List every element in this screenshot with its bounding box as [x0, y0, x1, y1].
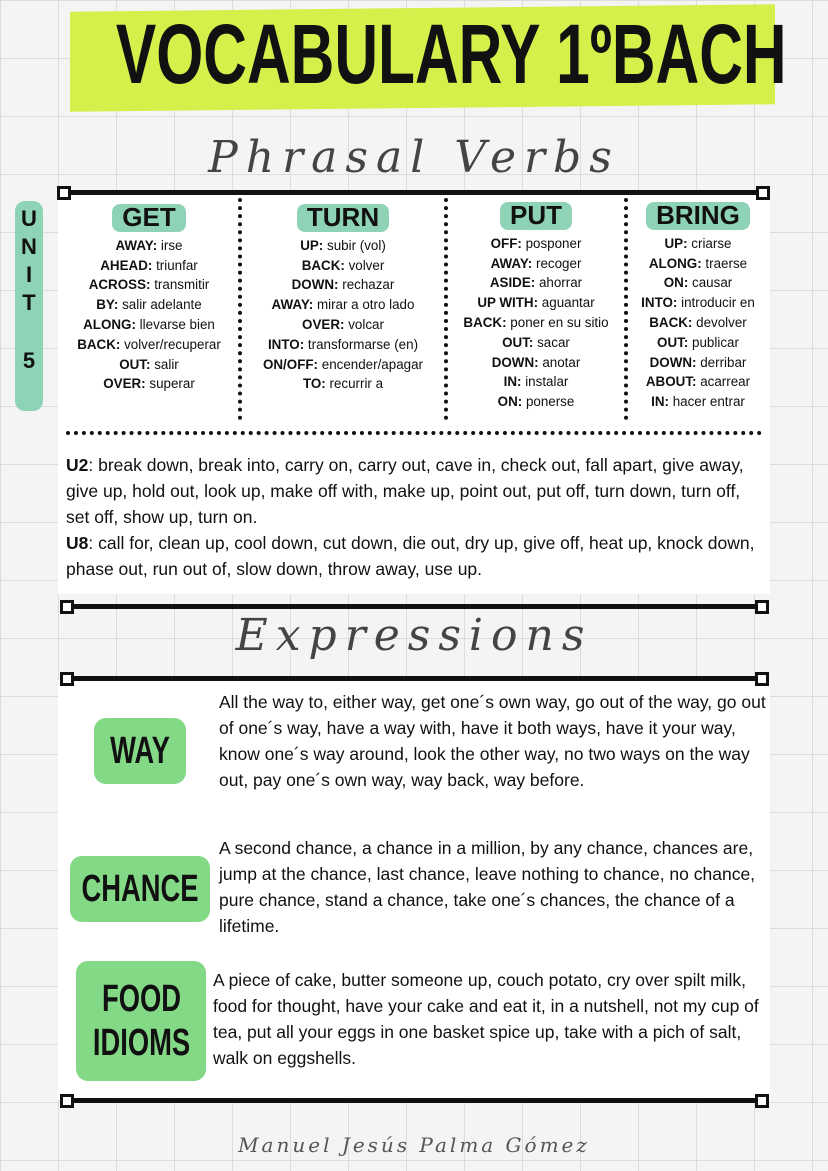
meaning: publicar [692, 334, 739, 350]
line-end [57, 186, 71, 200]
badge-label: CHANCE [81, 868, 199, 910]
meaning: triunfar [156, 257, 198, 273]
meaning: derribar [700, 354, 747, 370]
particle: IN: [651, 394, 669, 410]
phrasal-verb-item [58, 374, 240, 394]
unit-letter: I [25, 262, 33, 287]
phrasal-verb-item [58, 335, 240, 355]
phrasal-verb-item [446, 372, 626, 392]
phrasal-verb-item [240, 236, 446, 256]
phrasal-verb-item [626, 234, 770, 254]
phrasal-verb-item [446, 234, 626, 254]
meaning: transmitir [154, 277, 210, 293]
unit-text: : break down, break into, carry on, carry out, cave in, check out, fall apart, give away, give up, hold out, look up, make off with, make up, point out, put off, turn down, turn off, set off, show up, turn on. [66, 455, 744, 527]
verb-column-turn [240, 200, 446, 394]
phrasal-verb-item [626, 254, 770, 274]
meaning: aguantar [541, 295, 595, 311]
meaning: irse [160, 237, 183, 253]
phrasal-verb-item [626, 372, 770, 392]
meaning: criarse [691, 235, 732, 251]
unit-2-list [66, 452, 766, 530]
meaning: encender/apagar [321, 356, 424, 372]
meaning: volcar [348, 316, 384, 332]
verb-badge: GET [112, 204, 185, 232]
meaning: ponerse [525, 394, 575, 410]
meaning: introducir en [681, 295, 755, 311]
verb-badge: TURN [297, 204, 389, 232]
particle: ALONG: [83, 316, 136, 332]
phrasal-verb-item [626, 353, 770, 373]
column-divider [238, 198, 242, 420]
meaning: instalar [525, 374, 569, 390]
unit-label: U2 [66, 455, 89, 475]
particle: BACK: [301, 257, 345, 273]
verb-column-get [58, 200, 240, 394]
particle: BACK: [649, 314, 693, 330]
phrasal-verb-item [446, 254, 626, 274]
meaning: causar [692, 275, 733, 291]
particle: UP WITH: [477, 295, 539, 311]
phrasal-verb-item [626, 392, 770, 412]
column-divider [444, 198, 448, 420]
section-title-phrasal-verbs: Phrasal Verbs [208, 132, 620, 183]
line-end [60, 1094, 74, 1108]
phrasal-verb-item [446, 273, 626, 293]
phrasal-verb-item [58, 236, 240, 256]
verb-badge: BRING [646, 202, 750, 230]
expressions-chance: A second chance, a chance in a million, by any chance, chances are, jump at the chance, last chance, leave nothing to chance, no chance, pure chance, stand a chance, take one´s chances, the chance of a lifetime. [219, 838, 756, 936]
meaning: traerse [705, 255, 748, 271]
meaning: transformarse (en) [307, 336, 419, 352]
particle: UP: [300, 237, 324, 253]
particle: ALONG: [648, 255, 702, 271]
particle: ACROSS: [88, 277, 151, 293]
particle: BACK: [77, 336, 121, 352]
particle: ON/OFF: [262, 356, 319, 372]
phrasal-verb-item [240, 315, 446, 335]
unit-letter: N [21, 234, 37, 259]
particle: OVER: [103, 376, 146, 392]
meaning: anotar [542, 354, 581, 370]
phrasal-verb-item [240, 275, 446, 295]
particle: AWAY: [490, 255, 533, 271]
phrasal-verb-item [446, 313, 626, 333]
phrasal-verb-item [58, 275, 240, 295]
phrasal-verb-item [446, 392, 626, 412]
phrasal-verb-item [626, 313, 770, 333]
phrasal-verb-item [240, 355, 446, 375]
particle: OVER: [302, 316, 345, 332]
meaning: volver/recuperar [124, 336, 221, 352]
meaning: superar [149, 376, 195, 392]
meaning: llevarse bien [139, 316, 215, 332]
particle: OUT: [119, 356, 151, 372]
line-end [755, 672, 769, 686]
badge-chance [70, 856, 210, 922]
column-divider [624, 198, 628, 420]
particle: ON: [663, 275, 689, 291]
meaning: subir (vol) [327, 237, 386, 253]
particle: ASIDE: [489, 275, 536, 291]
badge-food-idioms [76, 961, 206, 1081]
meaning: salir adelante [122, 297, 202, 313]
phrasal-verb-item [446, 353, 626, 373]
divider-line [64, 604, 764, 609]
particle: UP: [664, 235, 688, 251]
line-end [60, 672, 74, 686]
phrasal-verb-item [240, 335, 446, 355]
unit-number: 5 [22, 348, 36, 373]
particle: BY: [96, 297, 119, 313]
page-title: VOCABULARY 1ºBACH [115, 7, 787, 101]
section-title-expressions: Expressions [235, 610, 593, 661]
author-signature: Manuel Jesús Palma Gómez [238, 1133, 590, 1157]
particle: TO: [302, 376, 326, 392]
unit-text: : call for, clean up, cool down, cut down, die out, dry up, give off, heat up, knock down, phase out, run out of, slow down, throw away, use up. [66, 533, 755, 579]
verb-column-put [446, 198, 626, 412]
particle: DOWN: [491, 354, 539, 370]
particle: IN: [503, 374, 522, 390]
phrasal-verb-item [446, 293, 626, 313]
unit-letter: T [22, 290, 36, 315]
unit-letter: U [21, 206, 37, 231]
meaning: devolver [696, 314, 747, 330]
line-end [755, 1094, 769, 1108]
particle: ABOUT: [645, 374, 697, 390]
meaning: sacar [537, 334, 570, 350]
unit-label [15, 201, 43, 411]
expressions-food-idioms: A piece of cake, butter someone up, couch potato, cry over spilt milk, food for thought, have your cake and eat it, in a nutshell, not my cup of tea, put all your eggs in one basket spice up, take with a pich of salt, walk on eggshells. [213, 970, 759, 1068]
particle: INTO: [641, 295, 678, 311]
meaning: acarrear [700, 374, 751, 390]
phrasal-verb-item [446, 333, 626, 353]
particle: OUT: [657, 334, 689, 350]
particle: OUT: [502, 334, 534, 350]
phrasal-verb-item [626, 273, 770, 293]
divider-line [64, 676, 764, 681]
phrasal-verb-item [240, 256, 446, 276]
phrasal-verb-item [58, 295, 240, 315]
particle: DOWN: [649, 354, 697, 370]
meaning: mirar a otro lado [316, 297, 415, 313]
phrasal-verb-item [240, 374, 446, 394]
expressions-way: All the way to, either way, get one´s own way, go out of the way, go out of one´s way, have a way with, have it both ways, have it your way, know one´s way around, look the other way, no two ways on the way out, pay one´s own way, way back, way before. [219, 692, 766, 790]
meaning: ahorrar [538, 275, 583, 291]
phrasal-verb-item [58, 315, 240, 335]
meaning: poner en su sitio [510, 314, 609, 330]
divider-line [64, 190, 764, 195]
phrasal-verb-item [58, 256, 240, 276]
meaning: hacer entrar [672, 394, 745, 410]
meaning: rechazar [342, 277, 395, 293]
phrasal-verb-item [626, 333, 770, 353]
verb-badge: PUT [500, 202, 572, 230]
phrasal-verb-item [58, 355, 240, 375]
badge-label: WAY [110, 730, 170, 772]
particle: AWAY: [115, 237, 158, 253]
particle: INTO: [267, 336, 305, 352]
meaning: posponer [525, 235, 582, 251]
particle: DOWN: [291, 277, 339, 293]
verb-column-bring [626, 198, 770, 412]
particle: OFF: [490, 235, 522, 251]
meaning: recurrir a [329, 376, 384, 392]
phrasal-verb-item [240, 295, 446, 315]
particle: BACK: [463, 314, 507, 330]
phrasal-verb-item [626, 293, 770, 313]
particle: AWAY: [271, 297, 314, 313]
particle: AHEAD: [100, 257, 153, 273]
divider-line [64, 1098, 764, 1103]
meaning: volver [348, 257, 385, 273]
unit-8-list [66, 530, 766, 582]
meaning: recoger [536, 255, 582, 271]
meaning: salir [154, 356, 179, 372]
badge-way [94, 718, 186, 784]
unit-label: U8 [66, 533, 89, 553]
badge-label: FOOD IDIOMS [92, 978, 190, 1064]
unit-phrasal-verbs-list [66, 452, 766, 582]
dotted-divider [66, 431, 762, 435]
particle: ON: [497, 394, 523, 410]
